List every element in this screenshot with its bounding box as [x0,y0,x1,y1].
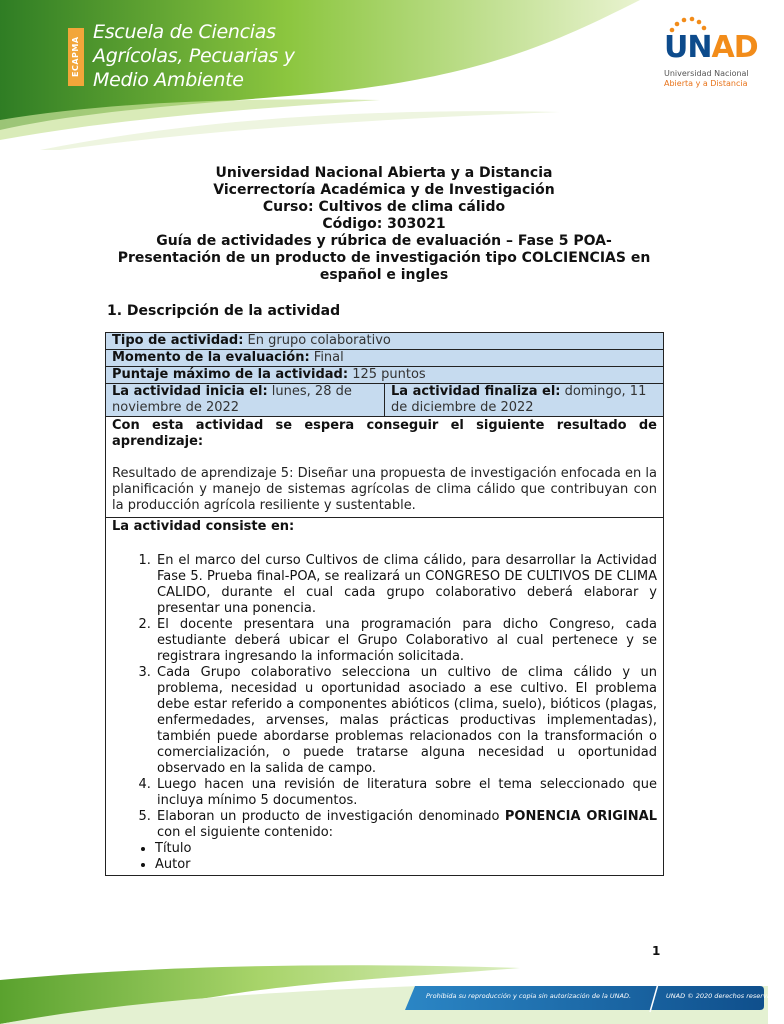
momento-value: Final [309,350,344,365]
inicia-cell [106,384,385,417]
title-line: Presentación de un producto de investigación tipo COLCIENCIAS en [117,250,651,266]
bullet-list [112,841,657,873]
tipo-cell [106,333,664,350]
consiste-heading: La actividad consiste en: [112,519,295,534]
finaliza-label: La actividad finaliza el: [391,384,561,399]
puntaje-label: Puntaje máximo de la actividad: [112,367,349,382]
school-title-line: Medio Ambiente [93,69,244,91]
table-row [106,350,664,367]
school-title-line: Agrícolas, Pecuarias y [93,45,295,67]
step5-text: Elaboran un producto de investigación denominado [157,809,505,824]
title-line: Guía de actividades y rúbrica de evaluación – Fase 5 POA- [156,233,612,249]
title-line: español e ingles [319,267,449,283]
unad-logo [664,16,758,96]
momento-label: Momento de la evaluación: [112,350,310,365]
title-line: Universidad Nacional Abierta y a Distancia [215,165,553,181]
table-row [106,518,664,876]
puntaje-cell [106,367,664,384]
finaliza-cell [385,384,664,417]
unad-letter-n: N [687,30,712,65]
inicia-value: lunes, 28 de noviembre de 2022 [112,384,352,415]
tipo-label: Tipo de actividad: [112,333,244,348]
list-item: 4. Luego hacen una revisión de literatura sobre el tema seleccionado que incluya mínimo 5 documentos. [155,777,657,809]
step5-after: con el siguiente contenido: [157,825,334,840]
finaliza-value: domingo, 11 de diciembre de 2022 [391,384,647,415]
steps-list [112,553,657,841]
unad-letter-u: U [664,30,688,65]
table-row [106,417,664,518]
unad-subtitle-line1: Universidad Nacional [664,69,749,78]
unad-letters-ad: AD [711,30,758,65]
list-item: • Título [155,841,657,857]
table-row [106,384,664,417]
unad-wordmark [664,28,758,68]
list-item: 3. Cada Grupo colaborativo selecciona un cultivo de clima cálido y un problema, necesidad u oportunidad asociado a ese cultivo. El problema debe estar referido a componentes abióticos (clima, suelo), bióticos (plagas, enfermedades, arvenses, malas prácticas productivas implementadas), también puede abordarse problemas relacionados con la transformación o comercialización, o puede tratarse alguna necesidad u oportunidad observado en la salida de campo. [155,665,657,777]
consiste-cell [106,518,664,876]
footer-rights: UNAD © 2020 derechos reservados. [666,992,784,1000]
ecapma-tag: ECAPMA [68,28,84,86]
title-line: Código: 303021 [322,216,446,232]
tipo-value: En grupo colaborativo [243,333,391,348]
page-number: 1 [652,944,661,958]
puntaje-value: 125 puntos [348,367,426,382]
momento-cell [106,350,664,367]
resultado-cell [106,417,664,518]
list-item: 1. En el marco del curso Cultivos de clima cálido, para desarrollar la Actividad Fase 5. Prueba final-POA, se realizará un CONGRESO DE CULTIVOS DE CLIMA CALIDO, durante el cual cada grupo colaborativo deberá elaborar y presentar una ponencia. [155,553,657,617]
list-item: • Autor [155,857,657,873]
unad-subtitle [664,69,764,89]
table-row [106,333,664,350]
school-title-line: Escuela de Ciencias [93,21,276,43]
footer-banner [0,962,784,1024]
header-banner [0,0,768,150]
footer-notice: Prohibida su reproducción y copia sin autorización de la UNAD. [426,992,632,1000]
section-heading: 1. Descripción de la actividad [107,303,341,319]
list-item: 2. El docente presentara una programación para dicho Congreso, cada estudiante deberá ubicar el Grupo Colaborativo al cual pertenece y se registrara ingresando la información solicitada. [155,617,657,665]
unad-subtitle-line2: Abierta y a Distancia [664,79,748,88]
inicia-label: La actividad inicia el: [112,384,268,399]
table-row [106,367,664,384]
resultado-text: Resultado de aprendizaje 5: Diseñar una propuesta de investigación enfocada en la planificación y manejo de sistemas agrícolas de clima cálido que contribuyan con la producción agrícola resiliente y sustentable. [112,466,657,513]
resultado-heading: Con esta actividad se espera conseguir el siguiente resultado de aprendizaje: [112,418,657,449]
title-line: Curso: Cultivos de clima cálido [262,199,506,215]
document-title [100,165,668,284]
footer-wave-graphic [0,962,768,1024]
school-title [93,20,293,92]
list-item [155,809,657,841]
step5-bold: PONENCIA ORIGINAL [504,809,657,824]
title-line: Vicerrectoría Académica y de Investigación [213,182,555,198]
activity-table [105,332,664,876]
